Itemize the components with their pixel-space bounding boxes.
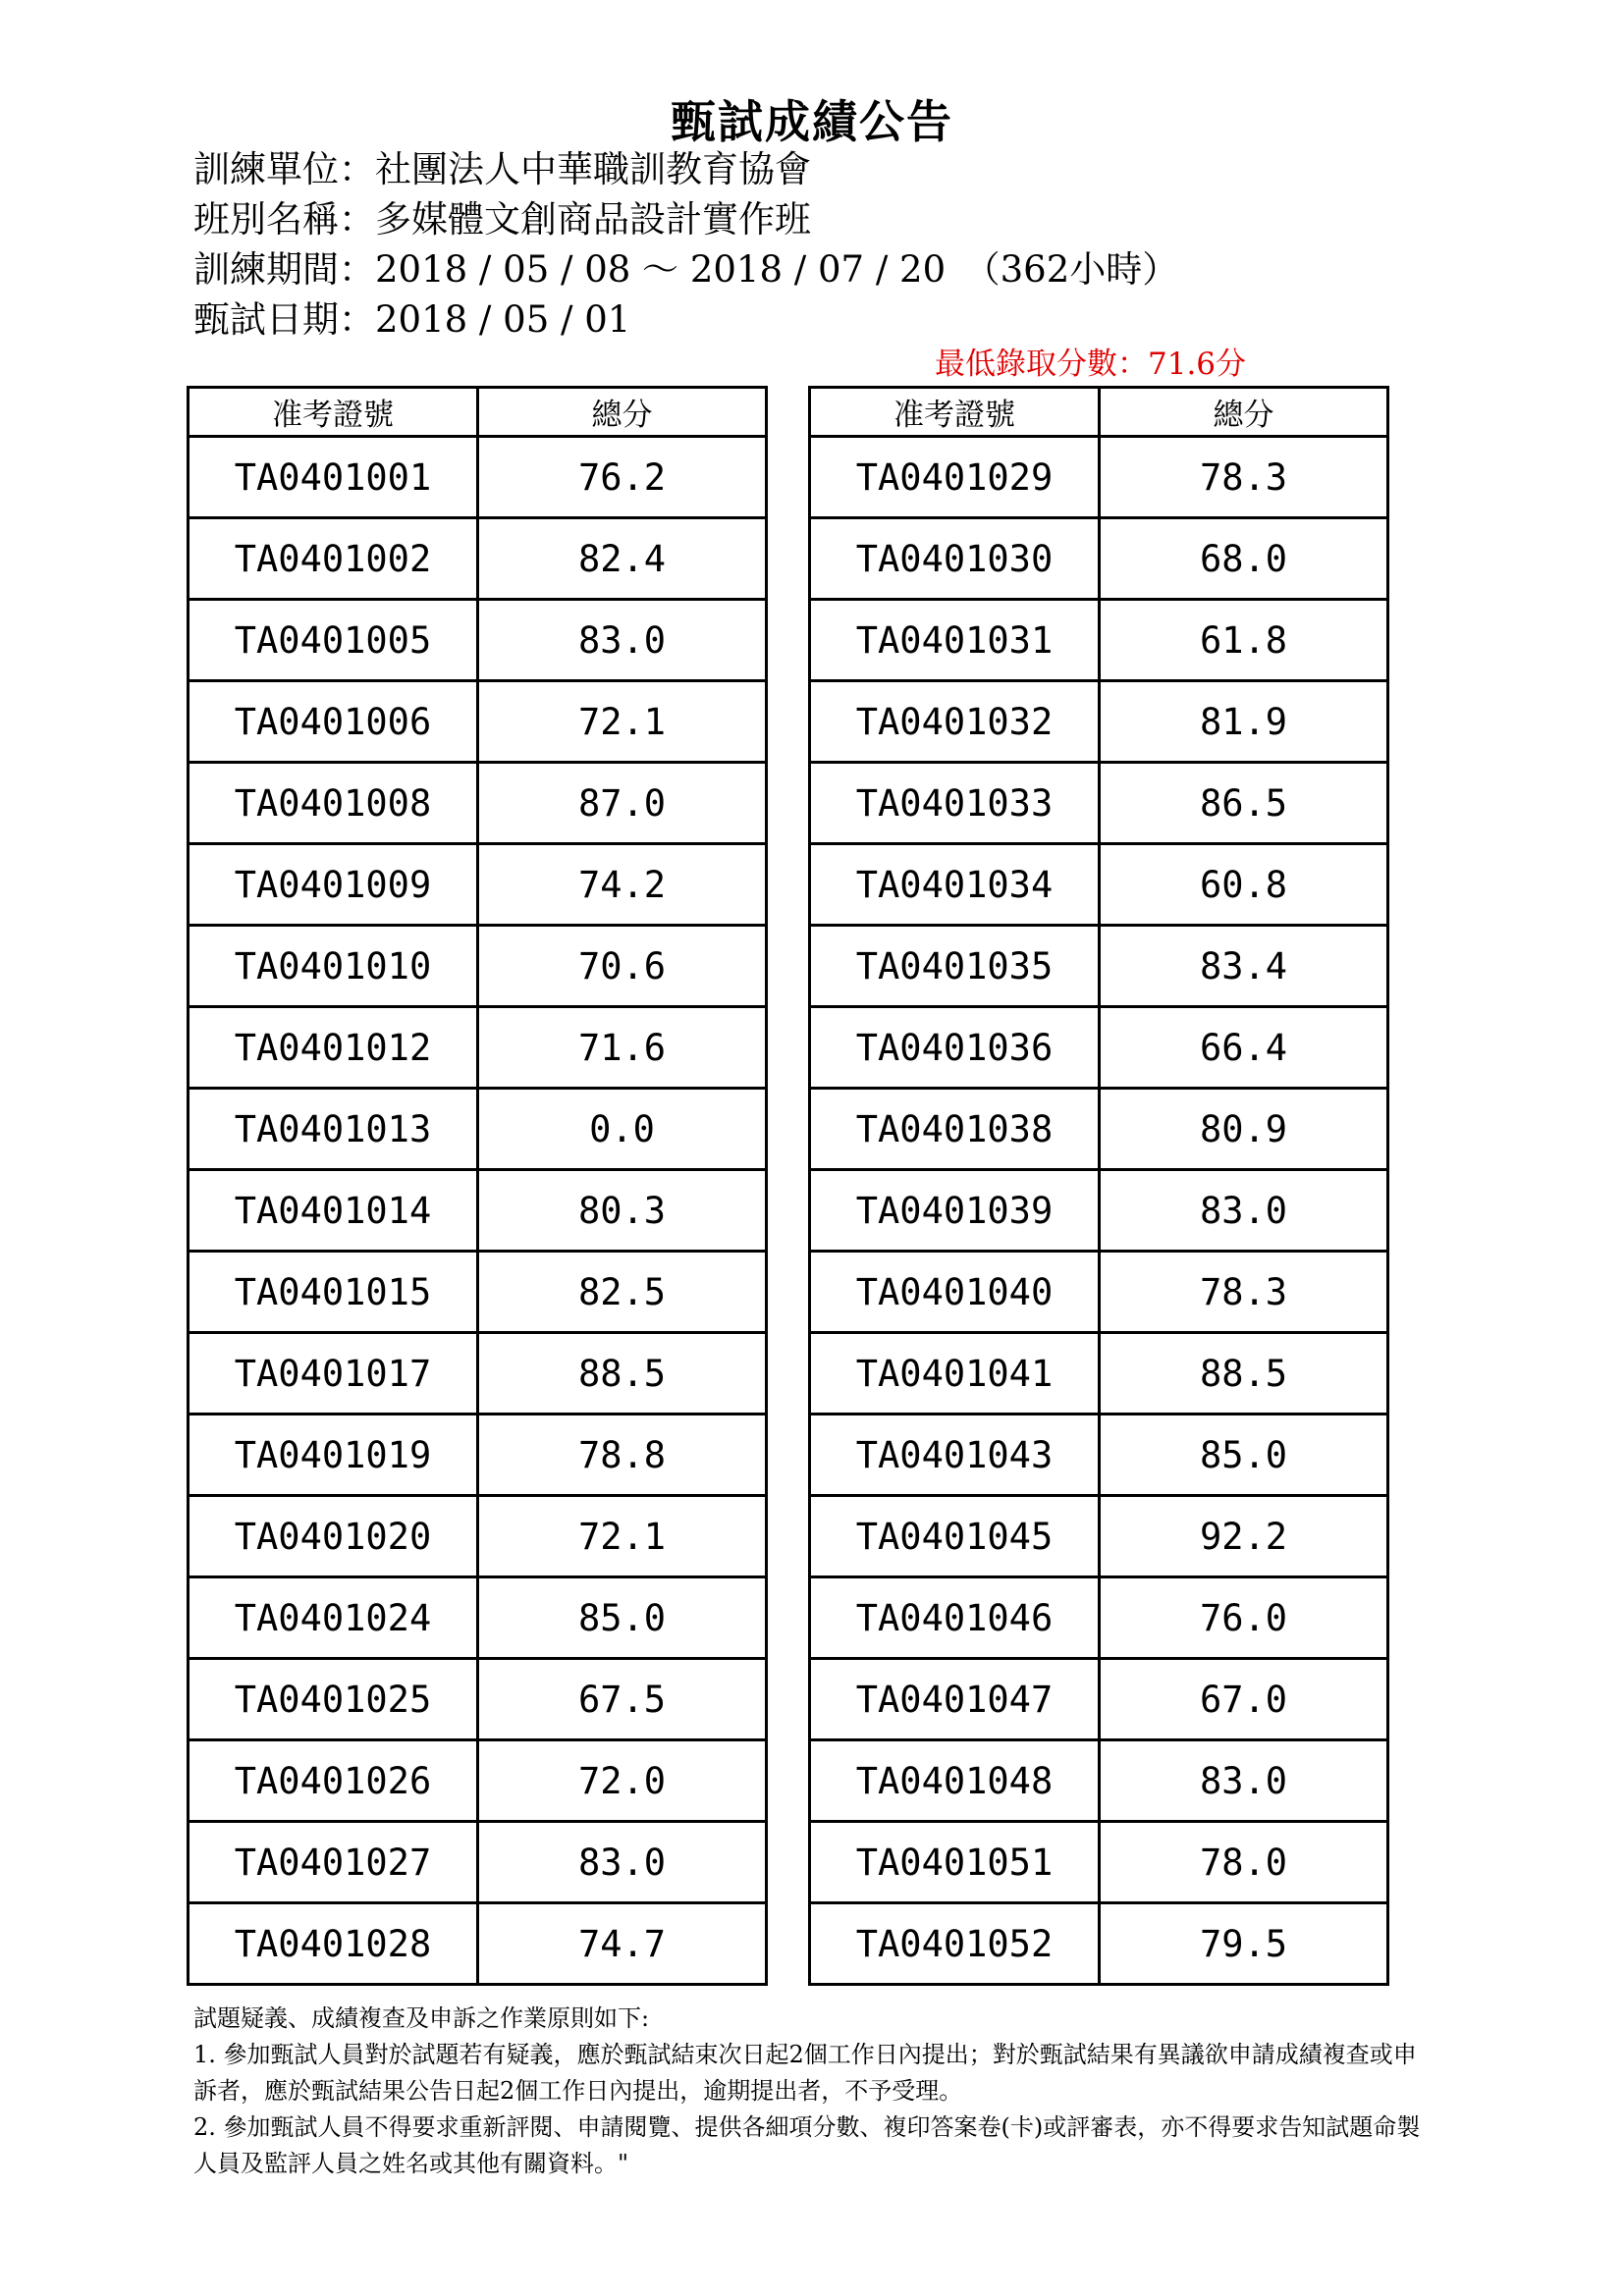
score-cell: 72.1 — [478, 681, 767, 763]
table-row — [189, 1577, 767, 1659]
training-unit: 訓練單位：社團法人中華職訓教育協會 — [193, 148, 811, 190]
score-cell: 68.0 — [1100, 518, 1388, 600]
exam-id-cell: TA0401041 — [810, 1333, 1100, 1415]
exam-id-cell: TA0401038 — [810, 1089, 1100, 1170]
score-cell: 78.0 — [1100, 1822, 1388, 1903]
table-row — [810, 926, 1388, 1007]
table-row — [189, 1252, 767, 1333]
table-row — [189, 926, 767, 1007]
exam-id-cell: TA0401043 — [810, 1415, 1100, 1496]
exam-id-cell: TA0401029 — [810, 437, 1100, 518]
table-row — [189, 681, 767, 763]
table-row — [189, 1007, 767, 1089]
score-cell: 85.0 — [1100, 1415, 1388, 1496]
score-cell: 83.0 — [1100, 1170, 1388, 1252]
score-cell: 83.0 — [478, 600, 767, 681]
table-row — [810, 1415, 1388, 1496]
exam-id-cell: TA0401008 — [189, 763, 478, 844]
score-cell: 88.5 — [1100, 1333, 1388, 1415]
header-total-score: 總分 — [1100, 388, 1388, 437]
exam-id-cell: TA0401001 — [189, 437, 478, 518]
table-row — [810, 1333, 1388, 1415]
exam-id-cell: TA0401030 — [810, 518, 1100, 600]
exam-id-cell: TA0401013 — [189, 1089, 478, 1170]
table-row — [189, 600, 767, 681]
training-period: 訓練期間：2018 / 05 / 08 ～ 2018 / 07 / 20 （362小時） — [193, 248, 1179, 291]
exam-id-cell: TA0401020 — [189, 1496, 478, 1577]
table-row — [810, 1903, 1388, 1985]
score-cell: 86.5 — [1100, 763, 1388, 844]
exam-id-cell: TA0401052 — [810, 1903, 1100, 1985]
exam-id-cell: TA0401019 — [189, 1415, 478, 1496]
score-cell: 67.0 — [1100, 1659, 1388, 1740]
score-cell: 74.2 — [478, 844, 767, 926]
score-cell: 80.9 — [1100, 1089, 1388, 1170]
score-cell: 88.5 — [478, 1333, 767, 1415]
page-title: 甄試成績公告 — [671, 95, 953, 148]
table-row — [810, 844, 1388, 926]
notes-heading: 試題疑義、成績複查及申訴之作業原則如下: — [193, 2004, 650, 2032]
exam-id-cell: TA0401033 — [810, 763, 1100, 844]
exam-id-cell: TA0401009 — [189, 844, 478, 926]
table-row — [189, 1415, 767, 1496]
score-cell: 70.6 — [478, 926, 767, 1007]
exam-id-cell: TA0401035 — [810, 926, 1100, 1007]
score-cell: 72.1 — [478, 1496, 767, 1577]
score-cell: 83.0 — [478, 1822, 767, 1903]
exam-id-cell: TA0401012 — [189, 1007, 478, 1089]
exam-id-cell: TA0401002 — [189, 518, 478, 600]
table-row — [810, 1496, 1388, 1577]
score-cell: 92.2 — [1100, 1496, 1388, 1577]
table-row — [810, 1822, 1388, 1903]
score-cell: 83.0 — [1100, 1740, 1388, 1822]
note-item-1: 1. 參加甄試人員對於試題若有疑義，應於甄試結束次日起2個工作日內提出；對於甄試結果有異議欲申請成績複查或申訴者，應於甄試結果公告日起2個工作日內提出，逾期提出者，不予受理。 — [193, 2041, 1417, 2105]
exam-id-cell: TA0401036 — [810, 1007, 1100, 1089]
score-table-right — [808, 386, 1389, 1986]
table-row — [189, 1740, 767, 1822]
table-row — [810, 1659, 1388, 1740]
table-row — [810, 437, 1388, 518]
exam-id-cell: TA0401006 — [189, 681, 478, 763]
score-cell: 78.3 — [1100, 437, 1388, 518]
score-cell: 74.7 — [478, 1903, 767, 1985]
exam-id-cell: TA0401047 — [810, 1659, 1100, 1740]
table-row — [189, 1333, 767, 1415]
exam-id-cell: TA0401051 — [810, 1822, 1100, 1903]
score-cell: 82.5 — [478, 1252, 767, 1333]
table-row — [810, 1577, 1388, 1659]
score-cell: 85.0 — [478, 1577, 767, 1659]
score-cell: 83.4 — [1100, 926, 1388, 1007]
table-row — [189, 1170, 767, 1252]
table-row — [810, 1170, 1388, 1252]
exam-id-cell: TA0401005 — [189, 600, 478, 681]
score-cell: 67.5 — [478, 1659, 767, 1740]
exam-id-cell: TA0401017 — [189, 1333, 478, 1415]
exam-id-cell: TA0401026 — [189, 1740, 478, 1822]
exam-id-cell: TA0401015 — [189, 1252, 478, 1333]
score-cell: 82.4 — [478, 518, 767, 600]
table-row — [189, 1903, 767, 1985]
table-row — [189, 1822, 767, 1903]
table-row — [810, 1007, 1388, 1089]
exam-id-cell: TA0401040 — [810, 1252, 1100, 1333]
table-row — [189, 1496, 767, 1577]
exam-id-cell: TA0401031 — [810, 600, 1100, 681]
header-exam-id: 准考證號 — [810, 388, 1100, 437]
exam-id-cell: TA0401028 — [189, 1903, 478, 1985]
exam-id-cell: TA0401010 — [189, 926, 478, 1007]
score-cell: 76.0 — [1100, 1577, 1388, 1659]
appeal-notes — [193, 2001, 1421, 2182]
exam-id-cell: TA0401032 — [810, 681, 1100, 763]
score-cell: 78.3 — [1100, 1252, 1388, 1333]
table-row — [810, 681, 1388, 763]
table-row — [189, 844, 767, 926]
exam-id-cell: TA0401024 — [189, 1577, 478, 1659]
table-row — [189, 518, 767, 600]
exam-id-cell: TA0401039 — [810, 1170, 1100, 1252]
score-cell: 61.8 — [1100, 600, 1388, 681]
score-cell: 87.0 — [478, 763, 767, 844]
class-name: 班別名稱：多媒體文創商品設計實作班 — [193, 198, 811, 240]
score-cell: 79.5 — [1100, 1903, 1388, 1985]
table-header-row — [189, 388, 767, 437]
score-cell: 80.3 — [478, 1170, 767, 1252]
table-row — [189, 437, 767, 518]
score-table-left — [187, 386, 768, 1986]
exam-id-cell: TA0401025 — [189, 1659, 478, 1740]
header-total-score: 總分 — [478, 388, 767, 437]
table-row — [810, 1740, 1388, 1822]
exam-id-cell: TA0401034 — [810, 844, 1100, 926]
table-row — [189, 763, 767, 844]
score-cell: 0.0 — [478, 1089, 767, 1170]
exam-id-cell: TA0401046 — [810, 1577, 1100, 1659]
note-item-2: 2. 參加甄試人員不得要求重新評閱、申請閱覽、提供各細項分數、複印答案卷(卡)或評審表，亦不得要求告知試題命製人員及監評人員之姓名或其他有關資料。" — [193, 2113, 1421, 2177]
table-header-row — [810, 388, 1388, 437]
table-row — [189, 1089, 767, 1170]
table-row — [810, 600, 1388, 681]
exam-id-cell: TA0401014 — [189, 1170, 478, 1252]
header-exam-id: 准考證號 — [189, 388, 478, 437]
score-cell: 72.0 — [478, 1740, 767, 1822]
exam-id-cell: TA0401048 — [810, 1740, 1100, 1822]
score-cell: 81.9 — [1100, 681, 1388, 763]
table-row — [810, 1089, 1388, 1170]
score-cell: 71.6 — [478, 1007, 767, 1089]
table-row — [189, 1659, 767, 1740]
exam-id-cell: TA0401045 — [810, 1496, 1100, 1577]
table-row — [810, 763, 1388, 844]
score-cell: 66.4 — [1100, 1007, 1388, 1089]
score-cell: 60.8 — [1100, 844, 1388, 926]
minimum-admission-score: 最低錄取分數：71.6分 — [935, 347, 1247, 382]
exam-date: 甄試日期：2018 / 05 / 01 — [193, 298, 631, 341]
score-cell: 78.8 — [478, 1415, 767, 1496]
exam-id-cell: TA0401027 — [189, 1822, 478, 1903]
score-cell: 76.2 — [478, 437, 767, 518]
table-row — [810, 518, 1388, 600]
table-row — [810, 1252, 1388, 1333]
